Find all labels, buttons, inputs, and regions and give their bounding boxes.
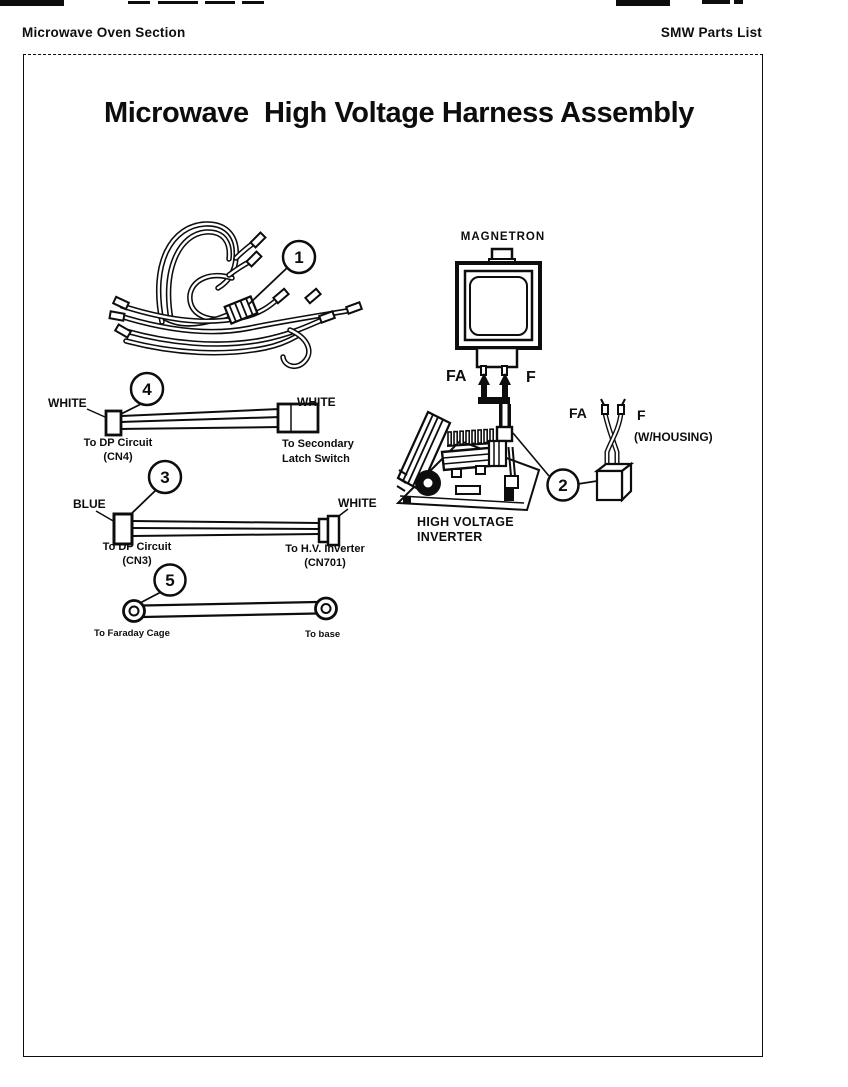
inverter-cable-connector (497, 427, 512, 441)
harness-cable-arrows (478, 373, 512, 441)
cable5-drawing (94, 565, 340, 641)
callout-5-number: 5 (165, 571, 175, 590)
section-header: Microwave Oven Section (22, 25, 186, 40)
callout-2-number: 2 (558, 476, 568, 495)
housing-note-label: (W/HOUSING) (634, 430, 713, 444)
cable3-right-dest-line2: (CN701) (304, 557, 346, 569)
cable3-left-dest-line1: To DP Circuit (102, 541, 172, 553)
callout-3-leader (129, 490, 156, 516)
inverter-coil (489, 441, 506, 466)
callout-3-number: 3 (160, 468, 170, 487)
hv-inverter-drawing (397, 412, 539, 544)
hv-inverter-label-line2: INVERTER (417, 530, 483, 544)
cable3-right-connector (319, 519, 328, 542)
callout-4-number: 4 (142, 380, 152, 399)
cable4-right-dest-line1: To Secondary (282, 438, 354, 450)
housing-fa-label: FA (569, 405, 587, 421)
cable4-left-connector (106, 411, 121, 435)
page-title: Microwave High Voltage Harness Assembly (104, 97, 694, 129)
callout-5-leader (140, 592, 161, 603)
cable4-left-color-label: WHITE (48, 396, 87, 410)
cable4-right-dest-line2: Latch Switch (282, 453, 350, 465)
cable3-drawing (73, 461, 377, 569)
cable3-left-dest-line2: (CN3) (122, 555, 152, 567)
connector-housing-drawing (513, 399, 713, 501)
callout-2-leader-right (578, 481, 597, 484)
cable4-left-dest-line1: To DP Circuit (83, 437, 153, 449)
cable3-right-color-label: WHITE (338, 496, 377, 510)
cable4-right-color-label: WHITE (297, 395, 336, 409)
housing-f-label: F (637, 407, 646, 423)
inverter-chip (403, 496, 411, 503)
magnetron-fa-label: FA (446, 368, 467, 385)
magnetron-f-label: F (526, 369, 536, 386)
inverter-slot (456, 486, 480, 494)
magnetron-label: MAGNETRON (460, 231, 546, 243)
cable5-left-dest-label: To Faraday Cage (94, 628, 170, 639)
hv-inverter-label-line1: HIGH VOLTAGE (417, 515, 514, 529)
callout-1-number: 1 (294, 248, 304, 267)
parts-list-header: SMW Parts List (660, 25, 762, 40)
magnetron-pin-f (502, 366, 507, 375)
cable3-left-connector (114, 514, 132, 544)
cable3-right-dest-line1: To H.V. Inverter (285, 543, 365, 555)
cable5-right-dest-label: To base (305, 629, 341, 640)
magnetron-drawing (446, 231, 545, 441)
cable4-left-dest-line2: (CN4) (103, 451, 133, 463)
cable3-left-color-label: BLUE (73, 497, 106, 511)
magnetron-pin-fa (481, 366, 486, 375)
cable4-drawing (48, 373, 355, 465)
wire-harness-drawing (109, 224, 361, 366)
